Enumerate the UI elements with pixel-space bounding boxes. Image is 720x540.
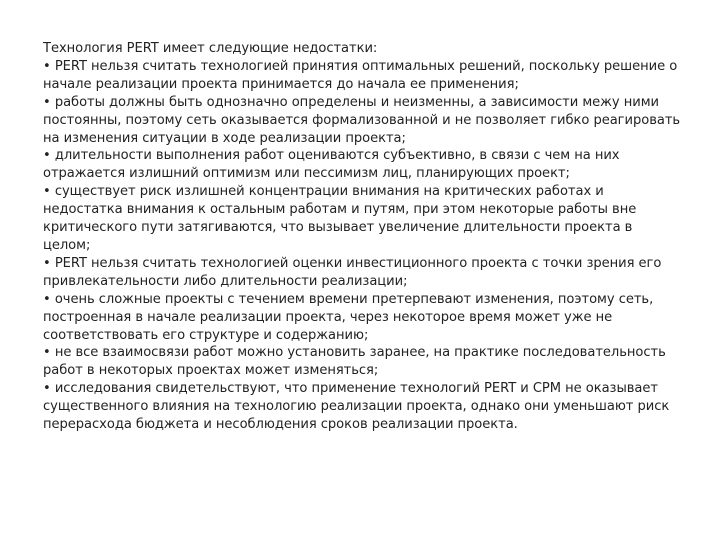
bullet-icon: • — [43, 94, 51, 110]
bullet-icon: • — [43, 58, 51, 74]
bullet-text: существует риск излишней концентрации внимания на критических работах и недостатка внимания к остальным работам и путям, при этом некоторые работы вне критического пути затягиваются, что вызывает увеличение длительности проекта в целом; — [43, 184, 637, 253]
bullet-item — [43, 380, 683, 434]
bullet-text: PERT нельзя считать технологией принятия оптимальных решений, поскольку решение о начале реализации проекта принимается до начала ее применения; — [43, 58, 678, 92]
bullet-text: не все взаимосвязи работ можно установить заранее, на практике последовательность работ в некоторых проектах может изменяться; — [43, 345, 666, 379]
bullet-item — [43, 255, 683, 291]
bullet-icon: • — [43, 381, 51, 397]
bullet-list — [43, 58, 683, 434]
intro-text: Технология PERT имеет следующие недостатки: — [43, 41, 378, 56]
bullet-item — [43, 183, 683, 255]
bullet-item — [43, 58, 683, 94]
bullet-text: работы должны быть однозначно определены и неизменны, а зависимости межу ними постоянны, поэтому сеть оказывается формализованной и не позволяет гибко реагировать на изменения ситуации в ходе реализации проекта; — [43, 94, 681, 146]
bullet-icon: • — [43, 184, 51, 200]
document-text — [43, 40, 683, 434]
bullet-text: длительности выполнения работ оцениваются субъективно, в связи с чем на них отражается излишний оптимизм или пессимизм лиц, планирующих проект; — [43, 148, 620, 182]
bullet-item — [43, 147, 683, 183]
bullet-icon: • — [43, 345, 51, 361]
bullet-text: PERT нельзя считать технологией оценки инвестиционного проекта с точки зрения его привлекательности либо длительности реализации; — [43, 255, 662, 289]
bullet-icon: • — [43, 255, 51, 271]
bullet-text: исследования свидетельствуют, что применение технологий PERT и CPM не оказывает существенного влияния на технологию реализации проекта, однако они уменьшают риск перерасхода бюджета и несоблюдения сроков реализации проекта. — [43, 381, 670, 433]
bullet-text: очень сложные проекты с течением времени претерпевают изменения, поэтому сеть, построенная в начале реализации проекта, через некоторое время может уже не соответствовать его структуре и содержанию; — [43, 291, 654, 343]
bullet-icon: • — [43, 148, 51, 164]
bullet-icon: • — [43, 291, 51, 307]
bullet-item — [43, 291, 683, 345]
bullet-item — [43, 94, 683, 148]
bullet-item — [43, 344, 683, 380]
